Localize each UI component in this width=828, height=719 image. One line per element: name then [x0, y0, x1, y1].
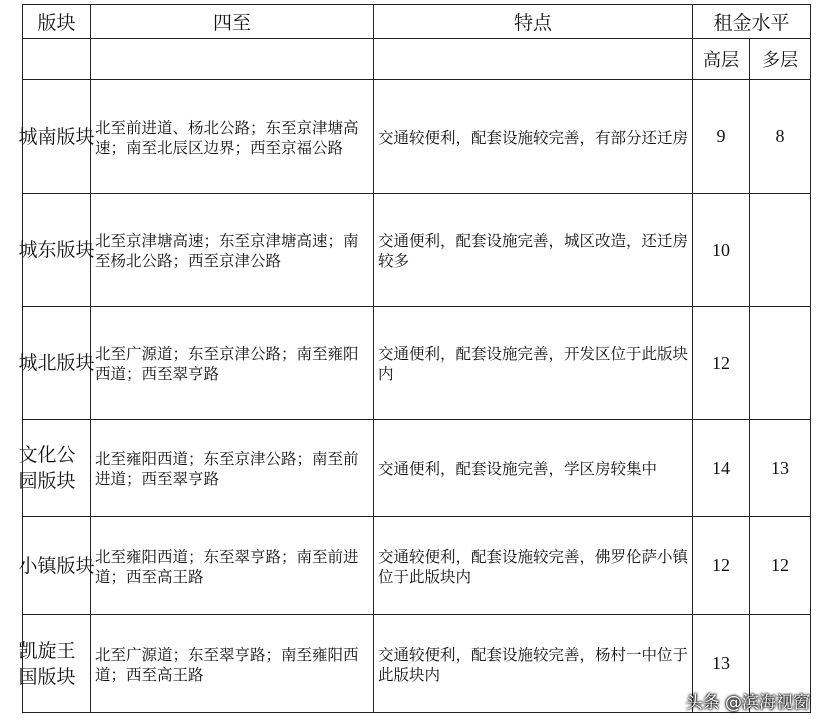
- rent-high-rise: 13: [693, 615, 750, 713]
- rent-high-rise: 9: [693, 80, 750, 194]
- rent-high-rise: 14: [693, 420, 750, 517]
- rent-multi-story: 13: [750, 420, 811, 517]
- header-multi-story: 多层: [750, 39, 811, 80]
- rent-multi-story: [750, 194, 811, 307]
- block-bounds: 北至雍阳西道；东至京津公路；南至前进道；西至翠亨路: [91, 420, 374, 517]
- subheader-row: [23, 39, 811, 80]
- rent-multi-story: 8: [750, 80, 811, 194]
- rent-high-rise: 10: [693, 194, 750, 307]
- rent-multi-story: [750, 307, 811, 420]
- block-name-text: 城南版块: [18, 125, 95, 148]
- block-name: [18, 615, 91, 713]
- block-name-text: 文化公园版块: [18, 444, 76, 492]
- block-bounds: 北至雍阳西道；东至翠亨路；南至前进道；西至高王路: [91, 517, 374, 615]
- block-features: 交通较便利，配套设施较完善，有部分还迁房: [374, 80, 693, 194]
- header-bounds: 四至: [91, 5, 374, 39]
- table-row: [23, 420, 811, 517]
- block-bounds: 北至广源道；东至京津公路；南至雍阳西道；西至翠亨路: [91, 307, 374, 420]
- block-name: [18, 420, 91, 517]
- header-block: 版块: [23, 5, 91, 39]
- rent-high-rise: 12: [693, 517, 750, 615]
- block-name: [18, 517, 95, 615]
- block-name: [18, 307, 95, 420]
- block-name: [18, 194, 95, 307]
- header-rent: 租金水平: [693, 5, 811, 39]
- rent-table: [18, 4, 811, 713]
- block-features: 交通便利，配套设施完善，开发区位于此版块内: [374, 307, 693, 420]
- table-row: [23, 517, 811, 615]
- block-name: [18, 80, 95, 194]
- header-row: [23, 5, 811, 39]
- block-name-text: 城东版块: [18, 239, 95, 261]
- block-features: 交通便利，配套设施完善，城区改造，还迁房较多: [374, 194, 693, 307]
- block-features: 交通较便利，配套设施较完善，佛罗伦萨小镇位于此版块内: [374, 517, 693, 615]
- header-high-rise: 高层: [693, 39, 750, 80]
- table-row: [23, 194, 811, 307]
- watermark: 头条 @滨海视窗: [685, 693, 810, 713]
- block-bounds: 北至京津塘高速；东至京津塘高速；南至杨北公路；西至京津公路: [91, 194, 374, 307]
- block-name-text: 小镇版块: [18, 554, 95, 577]
- table-row: [23, 80, 811, 194]
- subheader-empty: [91, 39, 374, 80]
- rent-high-rise: 12: [693, 307, 750, 420]
- block-features: 交通便利，配套设施完善，学区房较集中: [374, 420, 693, 517]
- rent-multi-story: 12: [750, 517, 811, 615]
- block-name-text: 城北版块: [18, 352, 95, 374]
- table-row: [23, 307, 811, 420]
- header-features: 特点: [374, 5, 693, 39]
- block-bounds: 北至广源道；东至翠亨路；南至雍阳西道；西至高王路: [91, 615, 374, 713]
- subheader-empty: [23, 39, 91, 80]
- block-features: 交通较便利，配套设施较完善，杨村一中位于此版块内: [374, 615, 693, 713]
- block-name-text: 凯旋王国版块: [18, 639, 76, 688]
- subheader-empty: [374, 39, 693, 80]
- block-bounds: 北至前进道、杨北公路；东至京津塘高速；南至北辰区边界；西至京福公路: [91, 80, 374, 194]
